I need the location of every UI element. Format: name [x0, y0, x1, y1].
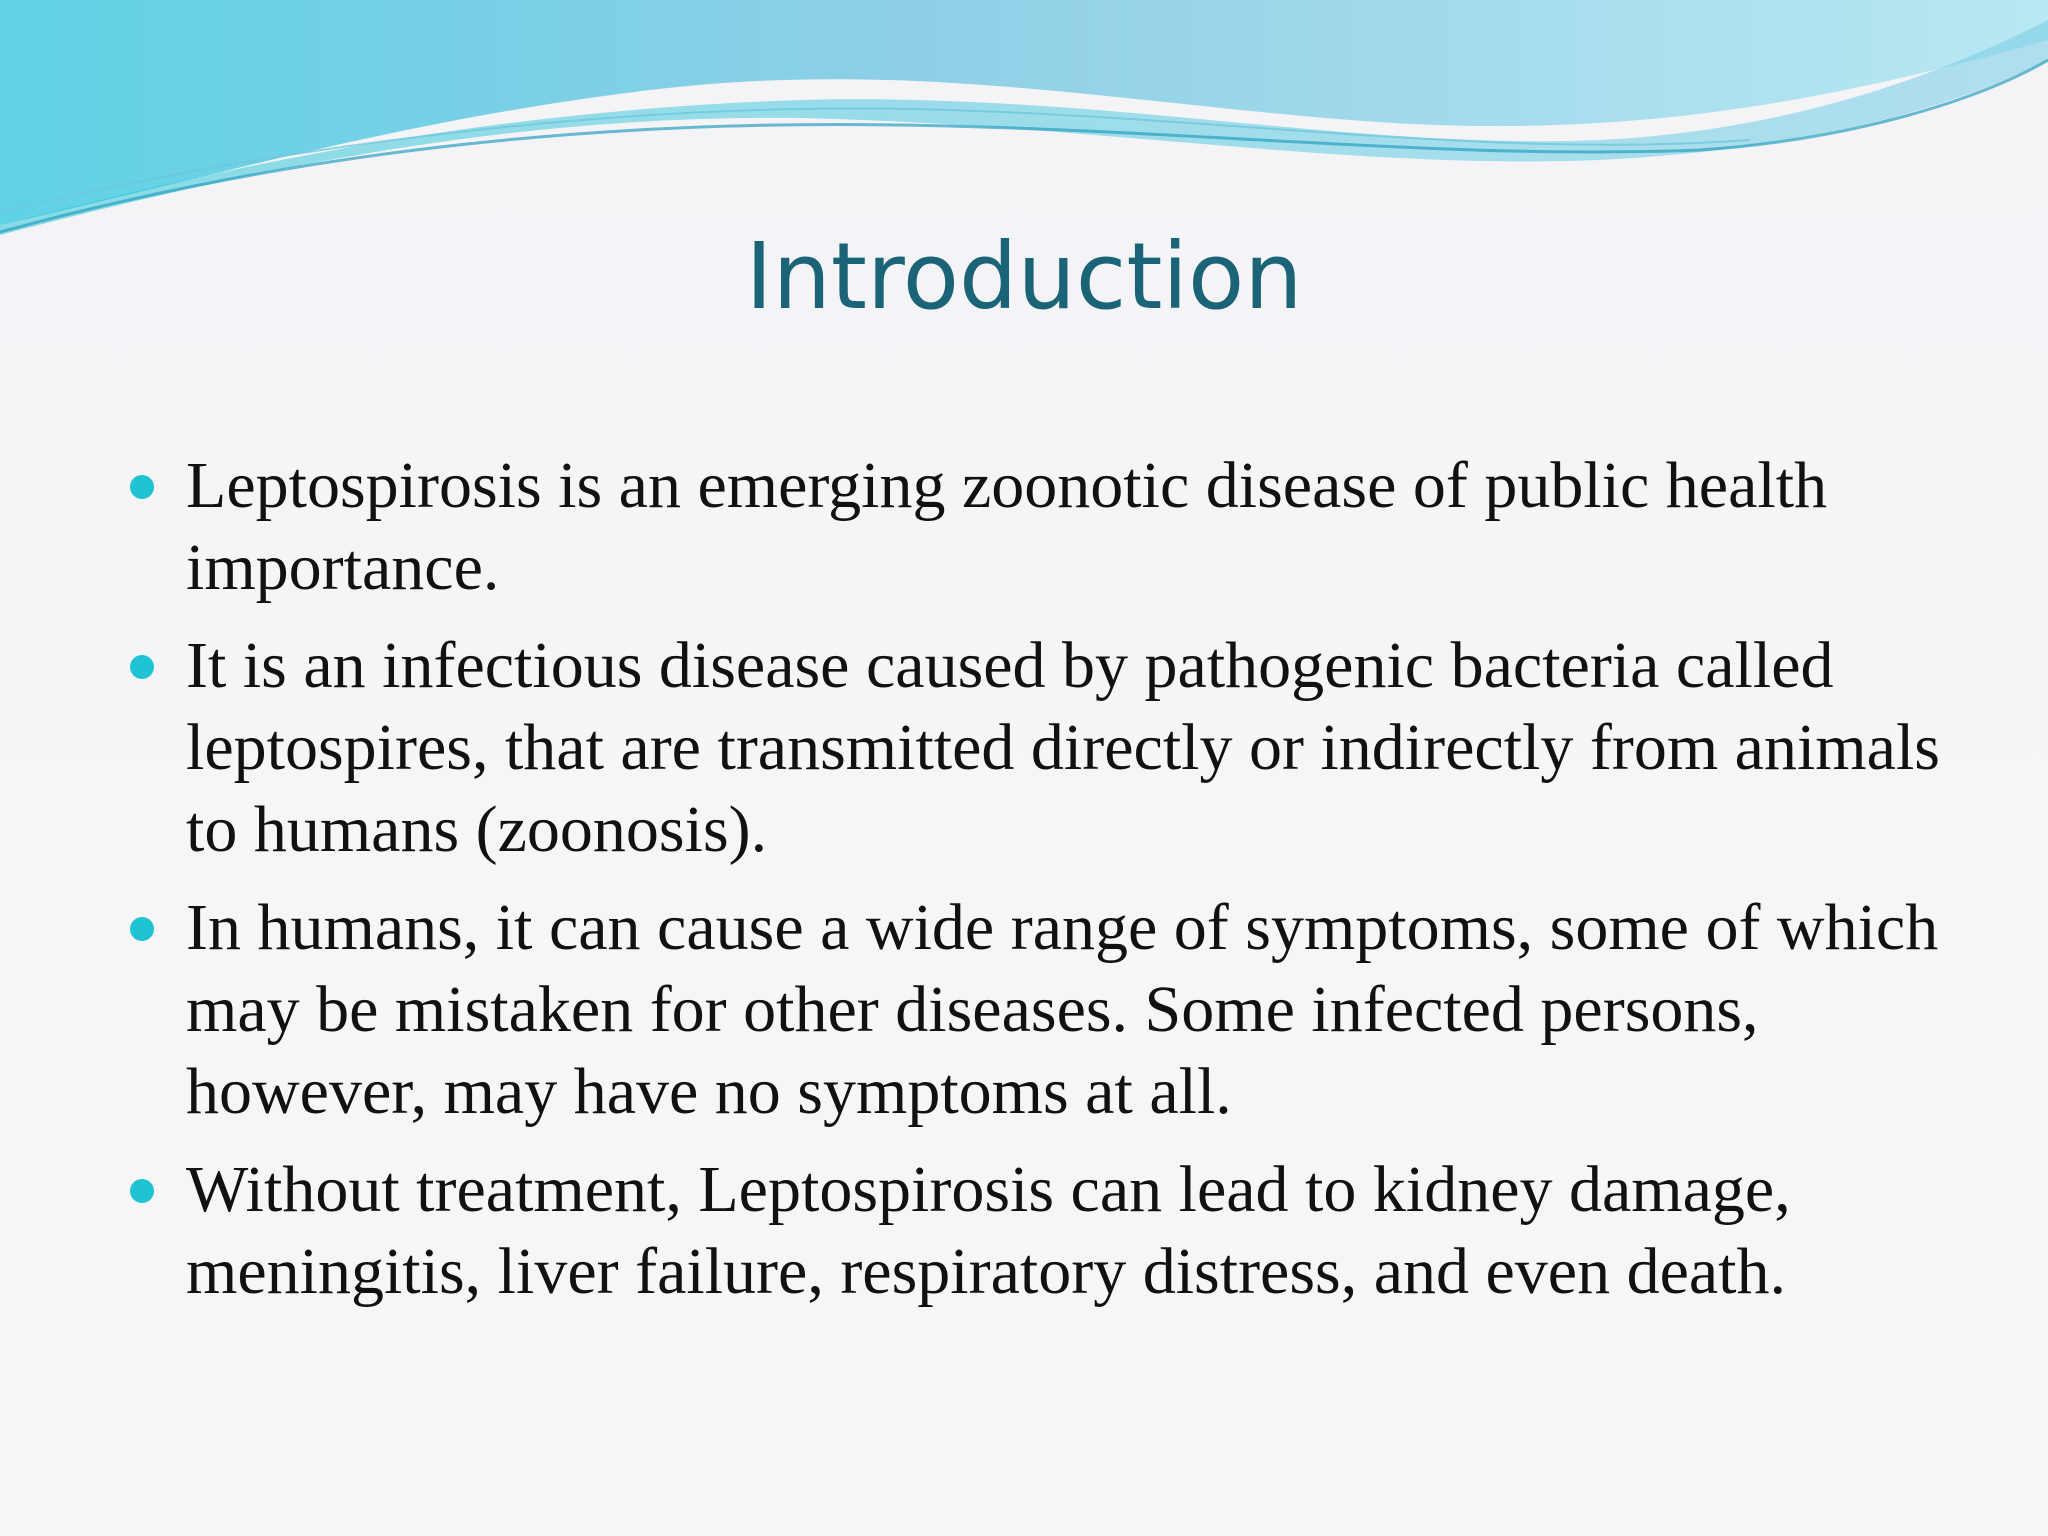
- bullet-text: Leptospirosis is an emerging zoonotic disease of public health importance.: [186, 449, 1828, 604]
- bullet-item: [130, 1149, 1970, 1313]
- bullet-icon: [130, 917, 154, 941]
- bullet-icon: [130, 1179, 154, 1203]
- bullet-text: Without treatment, Leptospirosis can lead to kidney damage, meningitis, liver failure, respiratory distress, and even death.: [186, 1153, 1791, 1308]
- bullet-text: In humans, it can cause a wide range of symptoms, some of which may be mistaken for other diseases. Some infected persons, however, may have no symptoms at all.: [186, 891, 1939, 1128]
- bullet-item: [130, 887, 1970, 1133]
- bullet-item: [130, 625, 1970, 871]
- bullet-list: [130, 445, 1970, 1329]
- bullet-icon: [130, 655, 154, 679]
- bullet-item: [130, 445, 1970, 609]
- slide-title: Introduction: [745, 223, 1303, 330]
- decorative-wave-header: [0, 0, 2048, 240]
- bullet-text: It is an infectious disease caused by pathogenic bacteria called leptospires, that are transmitted directly or indirectly from animals to humans (zoonosis).: [186, 629, 1940, 866]
- bullet-icon: [130, 475, 154, 499]
